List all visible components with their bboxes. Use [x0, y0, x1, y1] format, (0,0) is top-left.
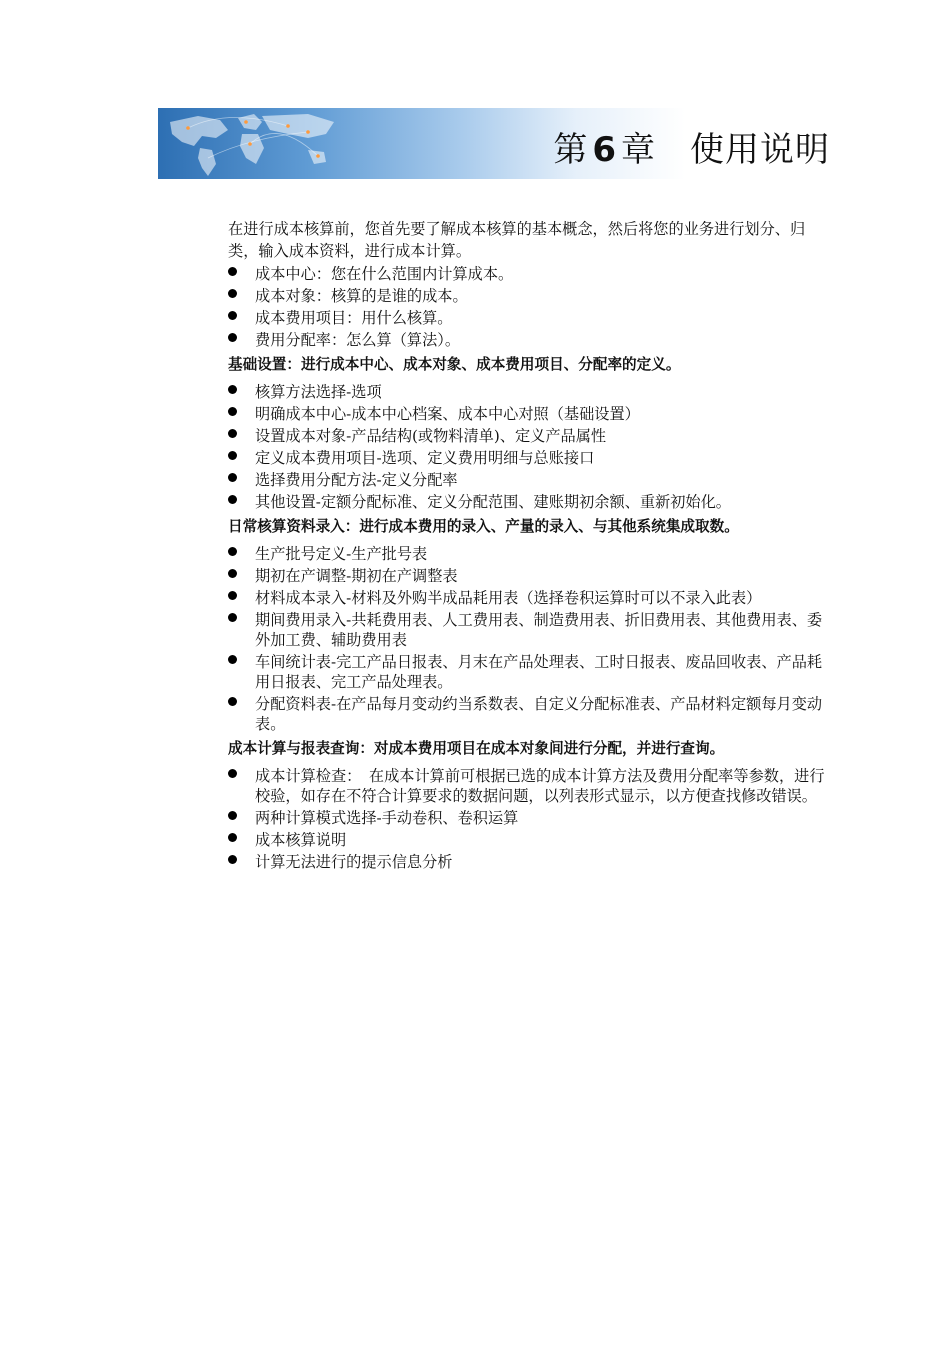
- list-item: 费用分配率：怎么算（算法）。: [228, 330, 834, 350]
- section-heading-calculation: 成本计算与报表查询：对成本费用项目在成本对象间进行分配，并进行查询。: [228, 740, 725, 757]
- chapter-title: [553, 122, 830, 171]
- list-item: 核算方法选择-选项: [228, 382, 834, 402]
- concept-list: [228, 264, 834, 350]
- bullet-icon: [228, 769, 237, 778]
- bullet-icon: [228, 569, 237, 578]
- chapter-suffix: 章: [621, 130, 656, 170]
- intro-paragraph: 在进行成本核算前，您首先要了解成本核算的基本概念，然后将您的业务进行划分、归类，输入成本资料，进行成本计算。: [228, 220, 806, 260]
- chapter-name: 使用说明: [690, 130, 830, 170]
- list-item: 明确成本中心-成本中心档案、成本中心对照（基础设置）: [228, 404, 834, 424]
- bullet-icon: [228, 655, 237, 664]
- bullet-icon: [228, 547, 237, 556]
- bullet-icon: [228, 833, 237, 842]
- chapter-number: 6: [592, 130, 617, 170]
- list-item: 定义成本费用项目-选项、定义费用明细与总账接口: [228, 448, 834, 468]
- list-item: 设置成本对象-产品结构(或物料清单)、定义产品属性: [228, 426, 834, 446]
- bullet-icon: [228, 495, 237, 504]
- bullet-icon: [228, 333, 237, 342]
- list-item: 选择费用分配方法-定义分配率: [228, 470, 834, 490]
- bullet-icon: [228, 407, 237, 416]
- world-map-graphic: [158, 108, 458, 179]
- bullet-icon: [228, 267, 237, 276]
- bullet-icon: [228, 613, 237, 622]
- list-item: 期初在产调整-期初在产调整表: [228, 566, 834, 586]
- list-item: 成本费用项目：用什么核算。: [228, 308, 834, 328]
- bullet-icon: [228, 289, 237, 298]
- list-item: 生产批号定义-生产批号表: [228, 544, 834, 564]
- daily-entry-list: [228, 544, 834, 734]
- section-heading-basic-settings: 基础设置：进行成本中心、成本对象、成本费用项目、分配率的定义。: [228, 356, 681, 373]
- calculation-list: [228, 766, 834, 872]
- list-item: 材料成本录入-材料及外购半成品耗用表（选择卷积运算时可以不录入此表）: [228, 588, 834, 608]
- bullet-icon: [228, 697, 237, 706]
- list-item: 计算无法进行的提示信息分析: [228, 852, 834, 872]
- list-item: 车间统计表-完工产品日报表、月末在产品处理表、工时日报表、废品回收表、产品耗用日报表、完工产品处理表。: [228, 652, 834, 692]
- basic-settings-list: [228, 382, 834, 512]
- bullet-icon: [228, 429, 237, 438]
- section-heading-daily-entry: 日常核算资料录入：进行成本费用的录入、产量的录入、与其他系统集成取数。: [228, 518, 739, 535]
- list-item: 其他设置-定额分配标准、定义分配范围、建账期初余额、重新初始化。: [228, 492, 834, 512]
- list-item: 成本核算说明: [228, 830, 834, 850]
- chapter-banner: [158, 108, 834, 179]
- chapter-prefix: 第: [553, 130, 589, 170]
- list-item: 分配资料表-在产品每月变动约当系数表、自定义分配标准表、产品材料定额每月变动表。: [228, 694, 834, 734]
- bullet-icon: [228, 451, 237, 460]
- document-body: [228, 218, 834, 874]
- list-item: 成本对象：核算的是谁的成本。: [228, 286, 834, 306]
- bullet-icon: [228, 811, 237, 820]
- bullet-icon: [228, 473, 237, 482]
- list-item: 成本计算检查： 在成本计算前可根据已选的成本计算方法及费用分配率等参数，进行校验，如存在不符合计算要求的数据问题，以列表形式显示，以方便查找修改错误。: [228, 766, 834, 806]
- list-item: 两种计算模式选择-手动卷积、卷积运算: [228, 808, 834, 828]
- bullet-icon: [228, 855, 237, 864]
- list-item: 期间费用录入-共耗费用表、人工费用表、制造费用表、折旧费用表、其他费用表、委外加工费、辅助费用表: [228, 610, 834, 650]
- bullet-icon: [228, 385, 237, 394]
- bullet-icon: [228, 311, 237, 320]
- list-item: 成本中心：您在什么范围内计算成本。: [228, 264, 834, 284]
- bullet-icon: [228, 591, 237, 600]
